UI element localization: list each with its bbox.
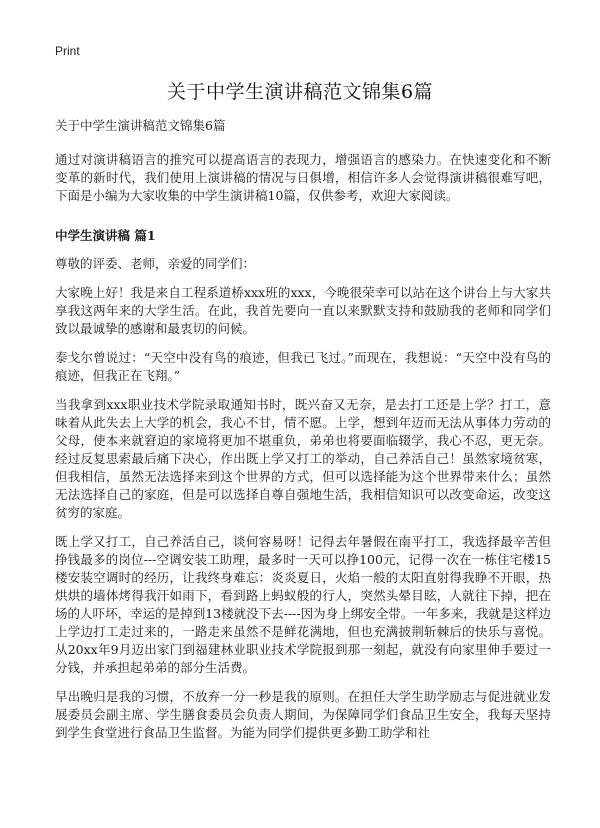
paragraph: 泰戈尔曾说过：“天空中没有鸟的痕迹，但我已飞过。”而现在，我想说：“天空中没有鸟的痕迹，但我正在飞翔。”: [55, 350, 551, 383]
article-body: [55, 117, 551, 753]
paragraph: 既上学又打工，自己养活自己，谈何容易呀！记得去年暑假在南平打工，我选择最辛苦但挣钱最多的岗位---空调安装工助理，最多时一天可以挣100元，记得一次在一栋住宅楼15楼安装空调时的经历，让我终身难忘：炎炎夏日，火焰一般的太阳直射得我睁不开眼，热烘烘的墙体烤得我汗如雨下，看到路上蚂蚁般的行人，突然头晕目眩，人就往下掉，把在场的人吓坏，幸运的是掉到13楼就没下去----因为身上绑安全带。一年多来，我就是这样边上学边打工走过来的，一路走来虽然不是鲜花满地，但也充满披荆斩棘后的快乐与喜悦。从20xx年9月迈出家门到福建林业职业技术学院报到那一刻起，就没有向家里伸手要过一分钱，并承担起弟弟的部分生活费。: [55, 534, 551, 675]
paragraph-salutation: 尊敬的评委、老师，亲爱的同学们：: [55, 256, 256, 271]
print-link[interactable]: Print: [55, 44, 80, 58]
section-heading: 中学生演讲稿 篇1: [55, 228, 156, 243]
paragraph: 早出晚归是我的习惯，不放弃一分一秒是我的原则。在担任大学生助学励志与促进就业发展委员会副主席、学生膳食委员会负责人期间，为保障同学们食品卫生安全，我每天坚持到学生食堂进行食品卫生监督。为能为同学们提供更多勤工助学和社: [55, 689, 551, 740]
paragraph: 大家晚上好！我是来自工程系道桥xxx班的xxx，今晚很荣幸可以站在这个讲台上与大家共享我这两年来的大学生活。在此，我首先要向一直以来默默支持和鼓励我的老师和同学们致以最诚挚的感谢和最衷切的问候。: [55, 285, 551, 336]
article-subtitle: 关于中学生演讲稿范文锦集6篇: [55, 118, 226, 133]
article-intro: 通过对演讲稿语言的推究可以提高语言的表现力，增强语言的感染力。在快速变化和不断变革的新时代，我们使用上演讲稿的情况与日俱增，相信许多人会觉得演讲稿很难写吧，下面是小编为大家收集的中学生演讲稿10篇，仅供参考，欢迎大家阅读。: [55, 152, 551, 203]
document-title: 关于中学生演讲稿范文锦集6篇: [166, 81, 434, 103]
paragraph: 当我拿到xxx职业技术学院录取通知书时，既兴奋又无奈，是去打工还是上学？打工，意味着从此失去上大学的机会，我心不甘，情不愿。上学，想到年迈而无法从事体力劳动的父母，使本来就窘迫的家境将更加不堪重负，弟弟也将要面临辍学，我心不忍，更无奈。经过反复思索最后痛下决心，作出既上学又打工的举动，自己养活自己！虽然家境贫寒，但我相信，虽然无法选择来到这个世界的方式，但可以选择能为这个世界带来什么；虽然无法选择自己的家庭，但是可以选择自尊自强地生活，我相信知识可以改变命运，改变这贫穷的家庭。: [55, 397, 551, 520]
